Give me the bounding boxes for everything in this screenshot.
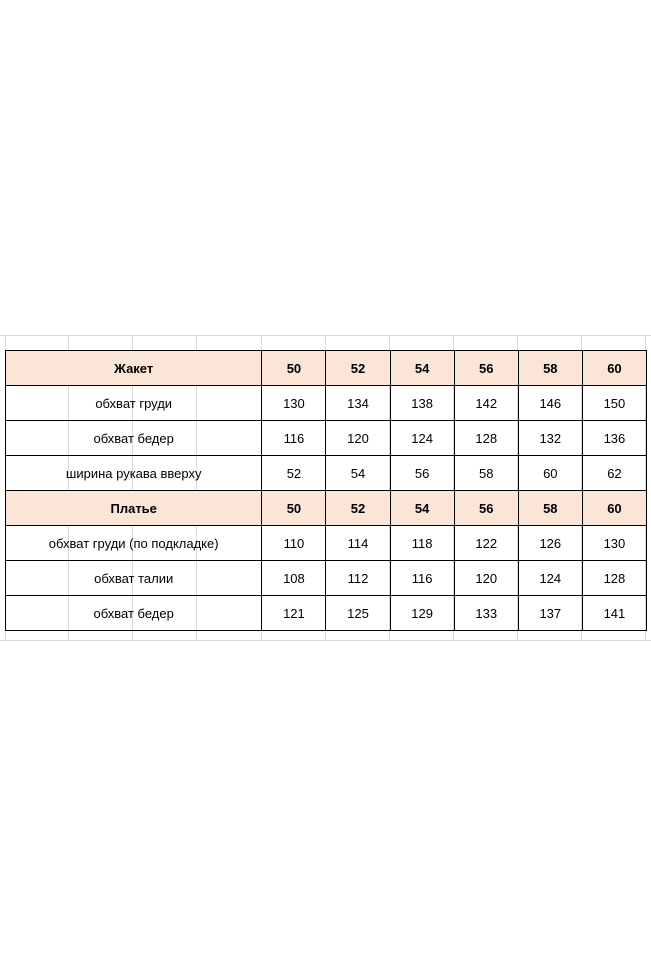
value-cell: 125 bbox=[326, 596, 390, 631]
size-cell: 52 bbox=[326, 491, 390, 526]
value-cell: 128 bbox=[454, 421, 518, 456]
value-cell: 132 bbox=[518, 421, 582, 456]
value-cell: 130 bbox=[582, 526, 646, 561]
table-row bbox=[6, 456, 647, 491]
size-cell: 56 bbox=[454, 351, 518, 386]
section-header-dress bbox=[6, 491, 647, 526]
size-chart-table bbox=[5, 350, 647, 631]
size-cell: 52 bbox=[326, 351, 390, 386]
value-cell: 133 bbox=[454, 596, 518, 631]
value-cell: 124 bbox=[518, 561, 582, 596]
size-cell: 58 bbox=[518, 351, 582, 386]
size-cell: 58 bbox=[518, 491, 582, 526]
value-cell: 56 bbox=[390, 456, 454, 491]
value-cell: 110 bbox=[262, 526, 326, 561]
size-cell: 60 bbox=[582, 491, 646, 526]
value-cell: 124 bbox=[390, 421, 454, 456]
value-cell: 126 bbox=[518, 526, 582, 561]
value-cell: 130 bbox=[262, 386, 326, 421]
size-cell: 54 bbox=[390, 351, 454, 386]
size-cell: 50 bbox=[262, 351, 326, 386]
section-header-jacket bbox=[6, 351, 647, 386]
value-cell: 142 bbox=[454, 386, 518, 421]
value-cell: 141 bbox=[582, 596, 646, 631]
size-cell: 54 bbox=[390, 491, 454, 526]
value-cell: 138 bbox=[390, 386, 454, 421]
value-cell: 114 bbox=[326, 526, 390, 561]
size-cell: 60 bbox=[582, 351, 646, 386]
value-cell: 120 bbox=[326, 421, 390, 456]
table-row bbox=[6, 561, 647, 596]
value-cell: 134 bbox=[326, 386, 390, 421]
value-cell: 150 bbox=[582, 386, 646, 421]
value-cell: 108 bbox=[262, 561, 326, 596]
value-cell: 58 bbox=[454, 456, 518, 491]
measurement-label: обхват груди bbox=[6, 386, 262, 421]
section-title: Жакет bbox=[6, 351, 262, 386]
value-cell: 62 bbox=[582, 456, 646, 491]
value-cell: 146 bbox=[518, 386, 582, 421]
value-cell: 116 bbox=[262, 421, 326, 456]
value-cell: 137 bbox=[518, 596, 582, 631]
value-cell: 116 bbox=[390, 561, 454, 596]
measurement-label: ширина рукава вверху bbox=[6, 456, 262, 491]
size-cell: 50 bbox=[262, 491, 326, 526]
table-row bbox=[6, 421, 647, 456]
size-cell: 56 bbox=[454, 491, 518, 526]
value-cell: 54 bbox=[326, 456, 390, 491]
value-cell: 60 bbox=[518, 456, 582, 491]
section-title: Платье bbox=[6, 491, 262, 526]
value-cell: 120 bbox=[454, 561, 518, 596]
measurement-label: обхват талии bbox=[6, 561, 262, 596]
value-cell: 136 bbox=[582, 421, 646, 456]
value-cell: 128 bbox=[582, 561, 646, 596]
table-row bbox=[6, 386, 647, 421]
measurement-label: обхват бедер bbox=[6, 596, 262, 631]
value-cell: 112 bbox=[326, 561, 390, 596]
table-row bbox=[6, 526, 647, 561]
value-cell: 129 bbox=[390, 596, 454, 631]
value-cell: 52 bbox=[262, 456, 326, 491]
measurement-label: обхват груди (по подкладке) bbox=[6, 526, 262, 561]
value-cell: 122 bbox=[454, 526, 518, 561]
measurement-label: обхват бедер bbox=[6, 421, 262, 456]
table-row bbox=[6, 596, 647, 631]
value-cell: 118 bbox=[390, 526, 454, 561]
value-cell: 121 bbox=[262, 596, 326, 631]
